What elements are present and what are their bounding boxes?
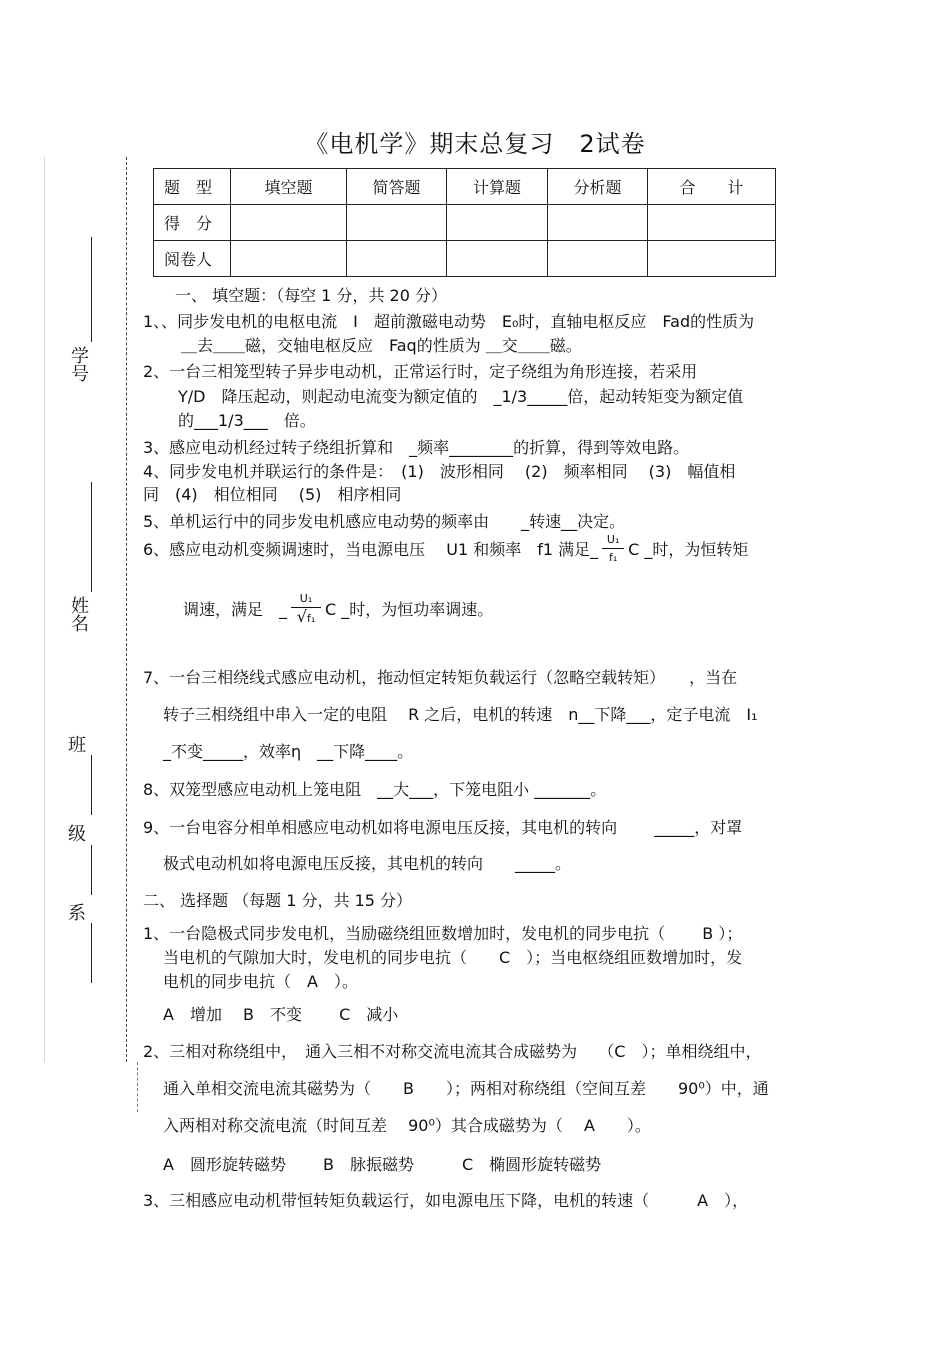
side-rule xyxy=(91,923,92,983)
side-rule xyxy=(91,237,92,342)
table-row xyxy=(154,241,776,277)
fraction-numerator: U₁ xyxy=(299,592,313,605)
table-cell: 填空题 xyxy=(231,169,347,205)
question-line: 通入单相交流电流其磁势为（ B ）；两相对称绕组（空间互差 90⁰）中，通 xyxy=(163,1079,769,1098)
side-label-student-id: 学号 xyxy=(68,346,89,382)
table-cell xyxy=(447,205,548,241)
section-heading: 一、 填空题：（每空 1 分，共 20 分） xyxy=(175,286,447,305)
question-line: 的___1/3___ 倍。 xyxy=(178,411,316,430)
question-options: A 圆形旋转磁势 B 脉振磁势 C 椭圆形旋转磁势 xyxy=(163,1155,602,1174)
table-cell xyxy=(347,205,447,241)
binding-dashed-line xyxy=(126,157,127,1062)
table-row xyxy=(154,169,776,205)
binding-margin-line xyxy=(44,157,45,1062)
question-options: A 增加 B 不变 C 减小 xyxy=(163,1005,399,1024)
question-line: 2、一台三相笼型转子异步电动机，正常运行时，定子绕组为角形连接，若采用 xyxy=(143,362,698,381)
question-line: 同 (4) 相位相同 (5) 相序相同 xyxy=(143,485,402,504)
table-cell xyxy=(231,205,347,241)
section-heading: 二、 选择题 （每题 1 分，共 15 分） xyxy=(143,891,413,910)
table-cell xyxy=(548,241,648,277)
table-cell: 分析题 xyxy=(548,169,648,205)
question-line: 8、双笼型感应电动机上笼电阻 __大___，下笼电阻小 _______。 xyxy=(143,780,607,799)
table-cell: 简答题 xyxy=(347,169,447,205)
table-cell: 阅卷人 xyxy=(154,241,231,277)
side-rule xyxy=(91,755,92,815)
question-6-line-2 xyxy=(183,592,493,625)
question-6-line-1 xyxy=(143,533,748,564)
table-cell xyxy=(347,241,447,277)
score-table xyxy=(153,168,776,277)
question-line: 入两相对称交流电流（时间互差 90⁰）其合成磁势为（ A ）。 xyxy=(163,1116,651,1135)
question-line: 3、三相感应电动机带恒转矩负载运行，如电源电压下降，电机的转速（ A ）， xyxy=(143,1191,749,1210)
q6-prefix: 6、感应电动机变频调速时，当电源电压 U1 和频率 f1 满足_ xyxy=(143,540,599,559)
side-label-name: 姓名 xyxy=(68,596,89,632)
side-label-department: 系 xyxy=(68,903,86,924)
side-rule xyxy=(91,845,92,895)
table-cell: 合 计 xyxy=(648,169,776,205)
table-cell: 计算题 xyxy=(447,169,548,205)
question-line: 极式电动机如将电源电压反接，其电机的转向 _____。 xyxy=(163,854,572,873)
side-rule xyxy=(91,482,92,592)
table-cell xyxy=(648,205,776,241)
question-line: 5、单机运行中的同步发电机感应电动势的频率由 _转速__决定。 xyxy=(143,512,626,531)
fraction-bar xyxy=(602,548,624,549)
question-line: 1、、同步发电机的电枢电流 I 超前激磁电动势 E₀时，直轴电枢反应 Fad的性质为 xyxy=(143,312,755,331)
fraction-numerator: U₁ xyxy=(606,533,620,546)
table-cell xyxy=(231,241,347,277)
question-line: 3、感应电动机经过转子绕组折算和 _频率________的折算，得到等效电路。 xyxy=(143,438,690,457)
table-cell: 题 型 xyxy=(154,169,231,205)
binding-dashed-line-lower xyxy=(137,1062,138,1112)
table-row xyxy=(154,205,776,241)
table-cell xyxy=(447,241,548,277)
question-line: 电机的同步电抗（ A ）。 xyxy=(163,972,358,991)
q6-line2-prefix: 调速，满足 _ xyxy=(183,600,288,619)
fraction-u1-over-sqrt-f1 xyxy=(291,592,321,625)
fraction-denominator-wrap xyxy=(296,607,316,626)
q6-line2-suffix: C _时，为恒功率调速。 xyxy=(325,600,494,619)
question-line: 当电机的气隙加大时，发电机的同步电抗（ C ）；当电枢绕组匝数增加时，发 xyxy=(163,948,743,967)
question-line: ＿去＿＿磁，交轴电枢反应 Faq的性质为 ＿交＿＿磁。 xyxy=(181,336,582,355)
question-line: 9、一台电容分相单相感应电动机如将电源电压反接，其电机的转向 _____，对罩 xyxy=(143,818,743,837)
side-label-class-2: 级 xyxy=(68,824,86,845)
question-line: _不变_____，效率η __下降____。 xyxy=(163,742,414,761)
q6-mid: C _时，为恒转矩 xyxy=(628,540,749,559)
question-line: 4、同步发电机并联运行的条件是： (1) 波形相同 (2) 频率相同 (3) 幅值相 xyxy=(143,462,736,481)
question-line: 2、三相对称绕组中， 通入三相不对称交流电流其合成磁势为 （C ）；单相绕组中， xyxy=(143,1042,762,1061)
fraction-denominator: f₁ xyxy=(306,612,316,625)
table-cell: 得 分 xyxy=(154,205,231,241)
question-line: 1、一台隐极式同步发电机，当励磁绕组匝数增加时，发电机的同步电抗（ B ）； xyxy=(143,924,743,943)
page-title: 《电机学》期末总复习 2试卷 xyxy=(304,130,646,158)
question-line: 转子三相绕组中串入一定的电阻 R 之后，电机的转速 n__下降___，定子电流 I₁ xyxy=(163,705,758,724)
fraction-denominator: f₁ xyxy=(609,551,618,564)
sqrt-symbol: √ xyxy=(296,607,307,626)
fraction-u1-over-f1 xyxy=(602,533,624,564)
table-cell xyxy=(648,241,776,277)
table-cell xyxy=(548,205,648,241)
side-label-class-1: 班 xyxy=(68,735,86,756)
question-line: 7、一台三相绕线式感应电动机，拖动恒定转矩负载运行（忽略空载转矩） ，当在 xyxy=(143,668,738,687)
question-line: Y/D 降压起动，则起动电流变为额定值的 _1/3_____倍，起动转矩变为额定值 xyxy=(178,387,744,406)
